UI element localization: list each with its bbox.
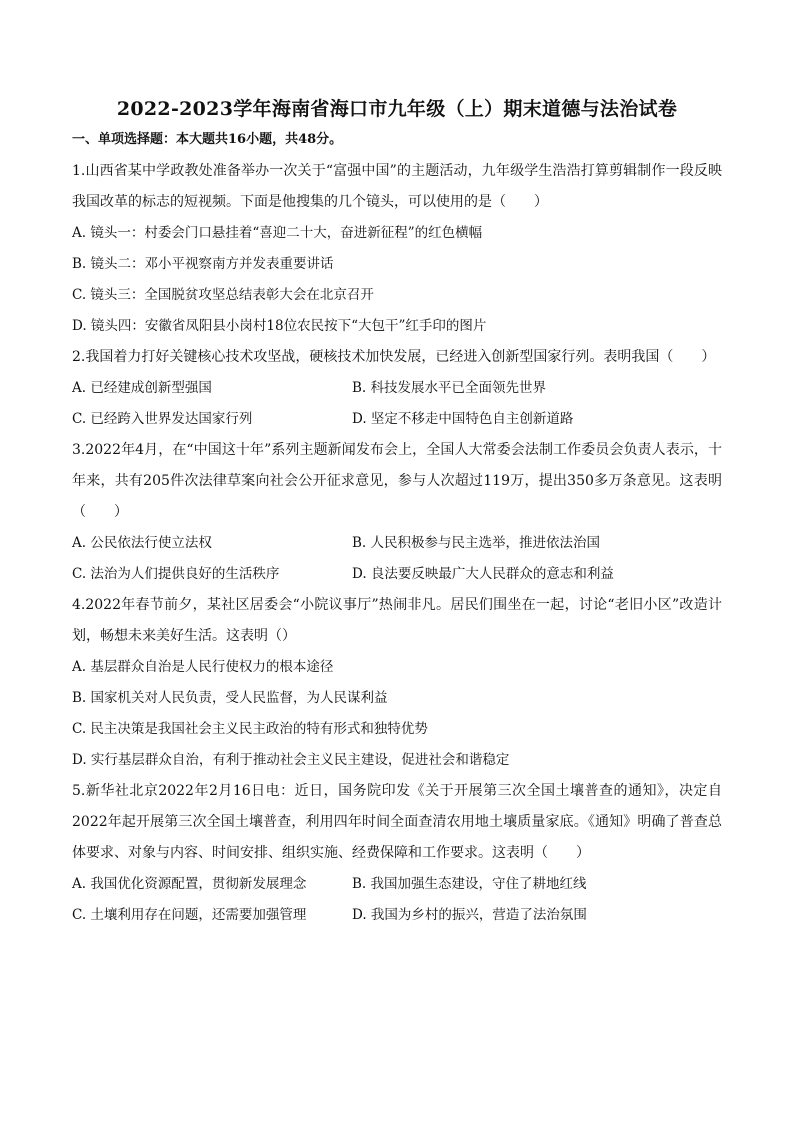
option-c: C. 土壤利用存在问题，还需要加强管理 [72, 907, 307, 923]
option-d: D. 实行基层群众自治，有利于推动社会主义民主建设，促进社会和谐稳定 [72, 752, 510, 768]
option-row [72, 900, 722, 931]
option-row [72, 528, 722, 559]
option-a: A. 公民依法行使立法权 [72, 535, 212, 551]
option-d: D. 坚定不移走中国特色自主创新道路 [352, 411, 574, 427]
question-stem: 1.山西省某中学政教处准备举办一次关于“富强中国”的主题活动，九年级学生浩浩打算剪辑制作一段反映我国改革的标志的短视频。下面是他搜集的几个镜头，可以使用的是（ ） [72, 163, 722, 210]
question-stem: 5.新华社北京2022年2月16日电：近日，国务院印发《关于开展第三次全国土壤普查的通知》，决定自2022年起开展第三次全国土壤普查，利用四年时间全面查清农用地土壤质量家底。《通知》明确了普查总体要求、对象与内容、时间安排、组织实施、经费保障和工作要求。这表明（ ） [72, 783, 722, 861]
option-c: C. 镜头三：全国脱贫攻坚总结表彰大会在北京召开 [72, 287, 374, 303]
option-a: A. 镜头一：村委会门口悬挂着“喜迎二十大，奋进新征程”的红色横幅 [72, 225, 483, 241]
option-d: D. 镜头四：安徽省凤阳县小岗村18位农民按下“大包干”红手印的图片 [72, 318, 487, 334]
question-1 [72, 156, 722, 342]
option-row [72, 373, 722, 404]
option-a: A. 我国优化资源配置，贯彻新发展理念 [72, 876, 307, 892]
option-row [72, 559, 722, 590]
question-stem: 4.2022年春节前夕，某社区居委会“小院议事厅”热闹非凡。居民们围坐在一起，讨论“老旧小区”改造计划，畅想未来美好生活。这表明（） [72, 597, 722, 644]
option-d: D. 良法要反映最广大人民群众的意志和利益 [352, 566, 614, 582]
option-b: B. 人民积极参与民主选举，推进依法治国 [352, 535, 601, 551]
option-c: C. 已经跨入世界发达国家行列 [72, 411, 253, 427]
option-c: C. 民主决策是我国社会主义民主政治的特有形式和独特优势 [72, 721, 428, 737]
option-b: B. 科技发展水平已全面领先世界 [352, 380, 547, 396]
question-3 [72, 435, 722, 590]
option-c: C. 法治为人们提供良好的生活秩序 [72, 566, 280, 582]
question-stem: 2.我国着力打好关键核心技术攻坚战，硬核技术加快发展，已经进入创新型国家行列。表明我国（ ） [72, 349, 716, 365]
option-b: B. 镜头二：邓小平视察南方并发表重要讲话 [72, 256, 334, 272]
option-a: A. 已经建成创新型强国 [72, 380, 212, 396]
option-a: A. 基层群众自治是人民行使权力的根本途径 [72, 659, 334, 675]
option-b: B. 我国加强生态建设，守住了耕地红线 [352, 876, 587, 892]
question-4 [72, 590, 722, 776]
section-heading: 一、单项选择题：本大题共16小题，共48分。 [72, 132, 343, 147]
question-5 [72, 776, 722, 931]
option-row [72, 404, 722, 435]
question-2 [72, 342, 722, 435]
option-b: B. 国家机关对人民负责，受人民监督，为人民谋利益 [72, 690, 388, 706]
page-title: 2022-2023学年海南省海口市九年级（上）期末道德与法治试卷 [116, 98, 678, 120]
question-stem: 3.2022年4月，在“中国这十年”系列主题新闻发布会上，全国人大常委会法制工作委员会负责人表示，十年来，共有205件次法律草案向社会公开征求意见，参与人次超过119万，提出350多万条意见。这表明（ ） [72, 442, 722, 520]
option-d: D. 我国为乡村的振兴，营造了法治氛围 [352, 907, 587, 923]
option-row [72, 869, 722, 900]
